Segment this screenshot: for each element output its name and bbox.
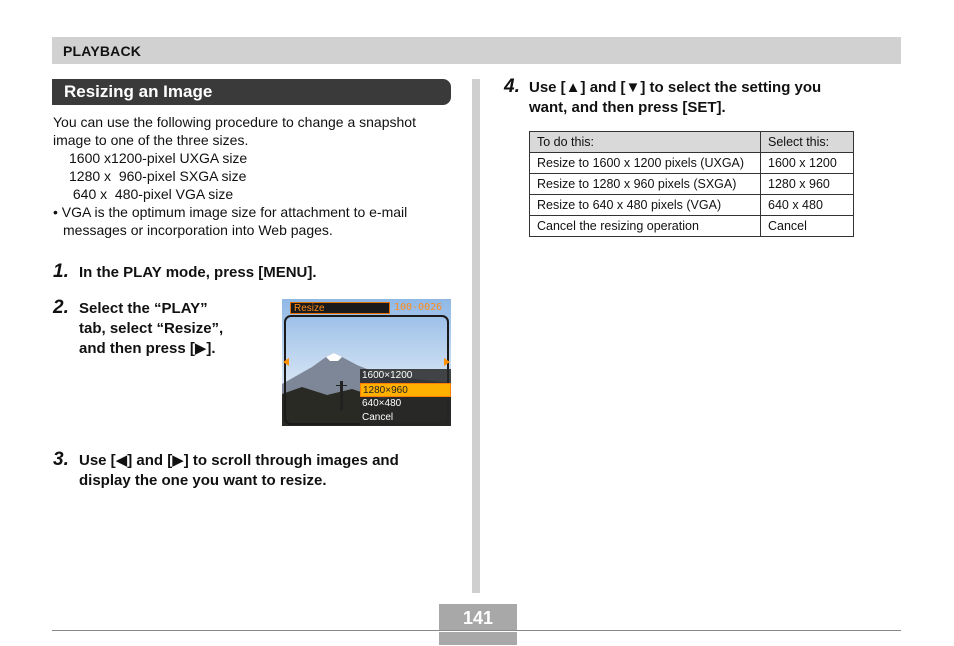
table-header-row: [530, 132, 854, 153]
step-4-number: 4.: [504, 76, 520, 97]
size-sxga: 1280 x 960-pixel SXGA size: [69, 168, 247, 184]
table-cell: 640 x 480: [761, 195, 854, 216]
table-row: [530, 174, 854, 195]
camera-menu-title: Resize: [290, 302, 390, 314]
size-vga: 640 x 480-pixel VGA size: [69, 186, 234, 202]
table-cell: 1280 x 960: [761, 174, 854, 195]
intro-text: [53, 113, 453, 239]
header-bar: [52, 37, 901, 64]
step-3-number: 3.: [53, 449, 69, 470]
section-heading: [52, 79, 451, 105]
table-cell: Resize to 1280 x 960 pixels (SXGA): [530, 174, 761, 195]
scroll-left-icon: [283, 358, 289, 366]
table-cell: Resize to 640 x 480 pixels (VGA): [530, 195, 761, 216]
step-4-line-1: Use [▲] and [▼] to select the setting you: [529, 79, 822, 96]
scroll-right-icon: [444, 358, 450, 366]
step-2-line-2: tab, select “Resize”,: [79, 320, 224, 337]
section-title: Resizing an Image: [64, 82, 213, 101]
page-number-box: [439, 604, 517, 645]
step-2-number: 2.: [53, 297, 69, 318]
step-4-text: [529, 78, 821, 118]
camera-option-uxga[interactable]: 1600×1200: [360, 369, 451, 383]
table-row: [530, 195, 854, 216]
table-cell: 1600 x 1200: [761, 153, 854, 174]
camera-option-sxga-selected[interactable]: 1280×960: [360, 383, 451, 397]
table-cell: Resize to 1600 x 1200 pixels (UXGA): [530, 153, 761, 174]
step-1-text: [79, 263, 317, 283]
step-1-line-1: In the PLAY mode, press [MENU].: [79, 264, 317, 281]
camera-file-counter: 100-0026: [394, 302, 443, 313]
size-uxga: 1600 x1200-pixel UXGA size: [69, 150, 248, 166]
step-3-text: [79, 451, 399, 491]
camera-size-menu: [360, 369, 451, 425]
table-header-selection: Select this:: [761, 132, 854, 153]
camera-screen-image: [282, 299, 451, 426]
step-3-line-1: Use [◀] and [▶] to scroll through images and: [79, 452, 399, 469]
intro-line-2: image to one of the three sizes.: [53, 132, 249, 148]
header-title: PLAYBACK: [63, 43, 142, 59]
resize-options-table: [529, 131, 854, 237]
step-3-line-2: display the one you want to resize.: [79, 472, 327, 489]
note-line-1: • VGA is the optimum image size for attachment to e-mail: [53, 204, 408, 220]
table-header-action: To do this:: [530, 132, 761, 153]
step-1-number: 1.: [53, 261, 69, 282]
step-2-line-3: and then press [▶].: [79, 340, 216, 357]
table-cell: Cancel: [761, 216, 854, 237]
camera-option-cancel[interactable]: Cancel: [360, 411, 451, 425]
note-line-2: messages or incorporation into Web pages.: [63, 222, 333, 238]
intro-line-1: You can use the following procedure to change a snapshot: [53, 114, 416, 130]
column-divider: [472, 79, 480, 593]
step-2-line-1: Select the “PLAY”: [79, 300, 208, 317]
table-row: [530, 153, 854, 174]
camera-option-vga[interactable]: 640×480: [360, 397, 451, 411]
page-number: 141: [462, 608, 494, 628]
table-cell: Cancel the resizing operation: [530, 216, 761, 237]
table-row: [530, 216, 854, 237]
step-2-text: [79, 299, 223, 359]
page-number-tab-bottom: [439, 632, 517, 645]
step-4-line-2: want, and then press [SET].: [529, 99, 726, 116]
